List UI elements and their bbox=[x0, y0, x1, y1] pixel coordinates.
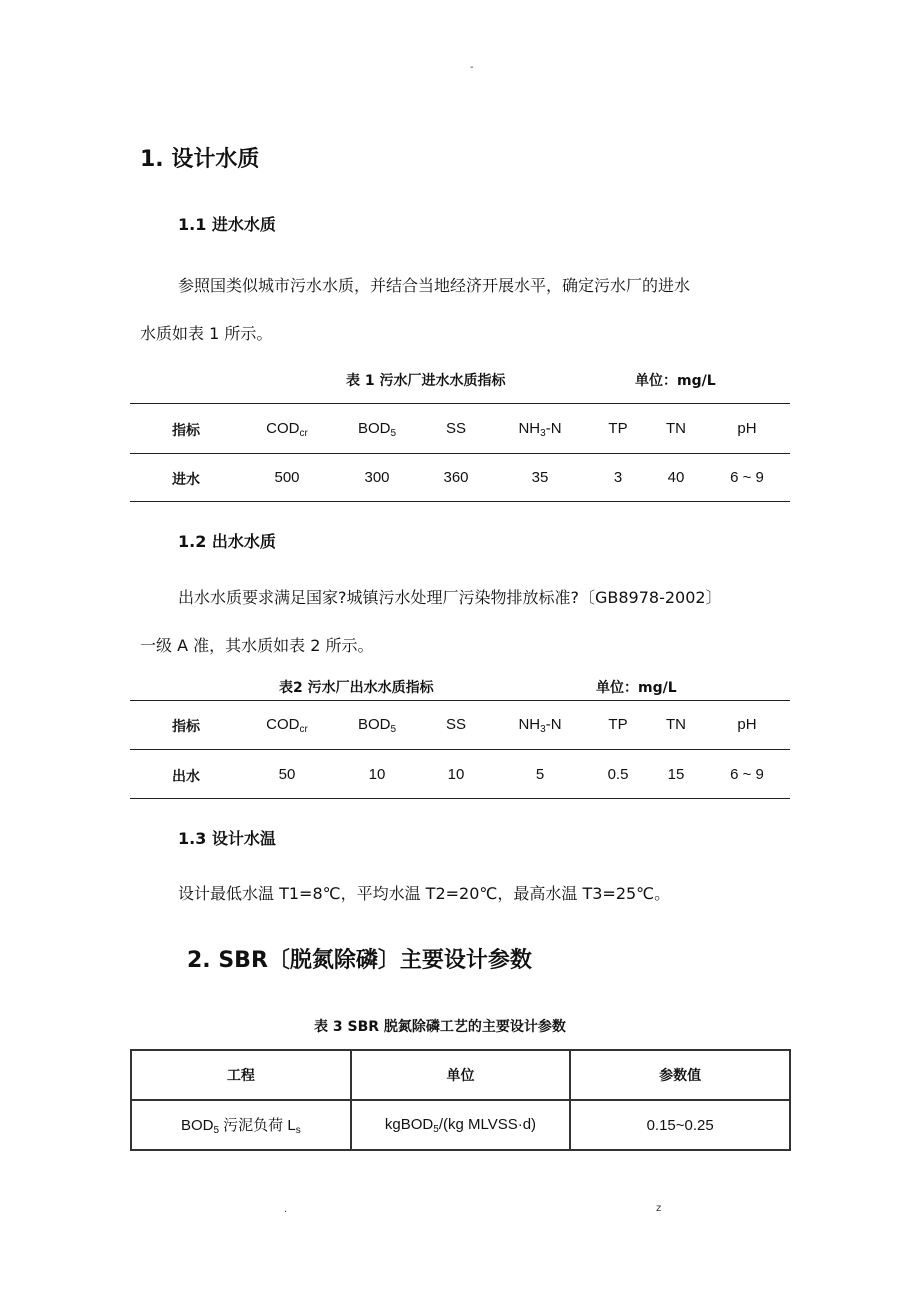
footer-left-mark: . bbox=[284, 1204, 288, 1215]
item-cell bbox=[131, 1100, 351, 1150]
paragraph-1-1-line2: 水质如表 1 所示。 bbox=[140, 324, 273, 343]
header-cell bbox=[608, 716, 627, 733]
table-cell: 10 bbox=[368, 766, 386, 783]
unit-text: kgBOD bbox=[384, 1115, 434, 1133]
header-text: pH bbox=[737, 716, 757, 733]
header-subscript: cr bbox=[299, 428, 308, 439]
header-cell bbox=[266, 716, 308, 735]
header-cell bbox=[358, 420, 396, 439]
header-text: NH bbox=[518, 716, 541, 733]
table-cell: 15 bbox=[667, 766, 685, 783]
header-text: TN bbox=[666, 420, 686, 437]
header-cell bbox=[446, 420, 466, 437]
table-cell: 50 bbox=[278, 766, 296, 783]
header-text: 指标 bbox=[172, 719, 200, 735]
header-cell bbox=[266, 420, 308, 439]
table-cell: 6 ~ 9 bbox=[730, 766, 764, 783]
table-cell: 35 bbox=[531, 469, 549, 486]
table2-bottom-rule bbox=[130, 798, 790, 799]
table2-top-rule bbox=[130, 700, 790, 701]
header-subscript: cr bbox=[299, 724, 308, 735]
table1-mid-rule bbox=[130, 453, 790, 454]
table3-caption: 表 3 SBR 脱氮除磷工艺的主要设计参数 bbox=[314, 1019, 566, 1035]
header-cell bbox=[518, 420, 561, 439]
table2-unit: 单位：mg/L bbox=[596, 680, 677, 696]
unit-text-tail: /(kg MLVSS·d) bbox=[438, 1115, 537, 1133]
item-subscript2: s bbox=[295, 1125, 301, 1136]
table-cell: 500 bbox=[274, 469, 300, 486]
header-mark: - bbox=[470, 62, 474, 73]
header-text-tail: -N bbox=[545, 716, 562, 733]
header-cell bbox=[172, 420, 200, 440]
table1-top-rule bbox=[130, 403, 790, 404]
header-text: 指标 bbox=[172, 423, 200, 439]
header-text: BOD bbox=[357, 420, 391, 437]
table3-header-row bbox=[131, 1050, 790, 1100]
section-2-heading: 2. SBR〔脱氮除磷〕主要设计参数 bbox=[187, 948, 532, 973]
table1-caption: 表 1 污水厂进水水质指标 bbox=[346, 373, 506, 389]
item-text: BOD bbox=[180, 1117, 214, 1134]
paragraph-1-1-line1: 参照国类似城市污水水质，并结合当地经济开展水平，确定污水厂的进水 bbox=[178, 276, 691, 295]
table-cell: 40 bbox=[667, 469, 685, 486]
paragraph-1-2-line1: 出水水质要求满足国家?城镇污水处理厂污染物排放标准?〔GB8978-2002〕 bbox=[178, 588, 722, 607]
header-text: pH bbox=[737, 420, 757, 437]
table-cell: 10 bbox=[447, 766, 465, 783]
header-cell bbox=[666, 420, 686, 437]
paragraph-1-3: 设计最低水温 T1=8℃，平均水温 T2=20℃，最高水温 T3=25℃。 bbox=[178, 884, 671, 903]
header-cell bbox=[608, 420, 627, 437]
header-text: SS bbox=[445, 420, 467, 437]
header-text: TP bbox=[608, 420, 628, 437]
item-subscript: 5 bbox=[213, 1125, 220, 1136]
header-cell bbox=[666, 716, 686, 733]
footer-right-mark: z bbox=[656, 1203, 662, 1214]
header-text: COD bbox=[266, 716, 300, 733]
table1-bottom-rule bbox=[130, 501, 790, 502]
table-cell: 5 bbox=[535, 766, 545, 783]
header-subscript: 5 bbox=[390, 428, 397, 439]
header-cell bbox=[737, 420, 756, 437]
header-cell: 单位 bbox=[351, 1050, 571, 1100]
table2-mid-rule bbox=[130, 749, 790, 750]
unit-cell bbox=[351, 1100, 571, 1150]
row-label: 进水 bbox=[172, 472, 200, 488]
header-cell: 工程 bbox=[131, 1050, 351, 1100]
subsection-1-3-heading: 1.3 设计水温 bbox=[178, 829, 276, 848]
header-cell bbox=[358, 716, 396, 735]
table-cell: 0.5 bbox=[607, 766, 629, 783]
header-cell bbox=[446, 716, 466, 733]
value-cell: 0.15~0.25 bbox=[570, 1100, 790, 1150]
header-subscript: 5 bbox=[390, 724, 397, 735]
header-text: TP bbox=[608, 716, 628, 733]
header-subscript: 3 bbox=[540, 724, 546, 735]
table3-row bbox=[131, 1100, 790, 1150]
subsection-1-1-heading: 1.1 进水水质 bbox=[178, 215, 276, 234]
table-cell: 300 bbox=[364, 469, 390, 486]
header-text-tail: -N bbox=[545, 420, 562, 437]
section-1-heading: 1. 设计水质 bbox=[140, 147, 260, 172]
table-cell: 6 ~ 9 bbox=[730, 469, 764, 486]
table3 bbox=[130, 1049, 791, 1151]
unit-subscript: 5 bbox=[433, 1123, 439, 1135]
header-text: SS bbox=[445, 716, 467, 733]
row-label: 出水 bbox=[172, 769, 200, 785]
header-text: COD bbox=[266, 420, 300, 437]
table2-caption: 表2 污水厂出水水质指标 bbox=[279, 680, 434, 696]
table-cell: 3 bbox=[613, 469, 623, 486]
header-cell: 参数值 bbox=[570, 1050, 790, 1100]
header-text: TN bbox=[666, 716, 686, 733]
header-text: BOD bbox=[357, 716, 391, 733]
subsection-1-2-heading: 1.2 出水水质 bbox=[178, 532, 276, 551]
header-cell bbox=[518, 716, 561, 735]
header-cell bbox=[172, 716, 200, 736]
header-text: NH bbox=[518, 420, 541, 437]
paragraph-1-2-line2: 一级 A 准，其水质如表 2 所示。 bbox=[140, 636, 374, 655]
item-text-mid: 污泥负荷 L bbox=[219, 1117, 296, 1134]
header-cell bbox=[737, 716, 756, 733]
table-cell: 360 bbox=[443, 469, 469, 486]
header-subscript: 3 bbox=[540, 428, 546, 439]
table1-unit: 单位：mg/L bbox=[635, 373, 716, 389]
